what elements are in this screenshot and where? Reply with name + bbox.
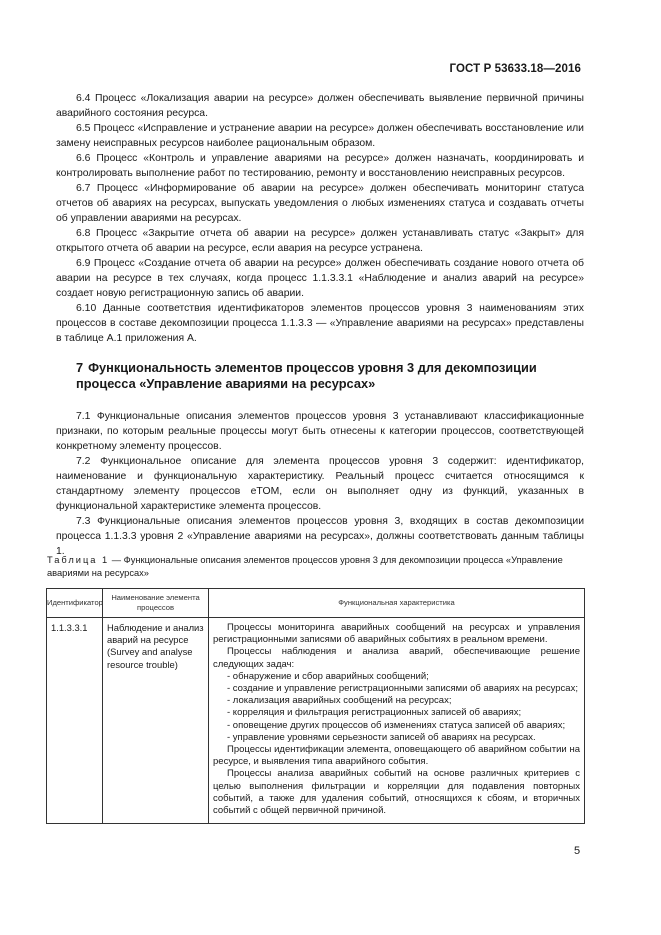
paragraph-6-5: 6.5 Процесс «Исправление и устранение аварии на ресурсе» должен обеспечивать восстановление или замену неисправных ресурсов наиболее рациональным образом. [56,123,584,149]
table-row [47,618,585,824]
paragraph-6-4: 6.4 Процесс «Локализация аварии на ресурсе» должен обеспечивать выявление первичной причины аварийного состояния ресурса. [56,93,584,119]
desc-item: - оповещение других процессов об изменениях статуса записей об авариях; [227,719,566,731]
table-caption-label: Таблица 1 [47,555,110,565]
document-header: ГОСТ Р 53633.18—2016 [449,63,581,75]
section-title-line1: Функциональность элементов процессов уровня 3 для декомпозиции [88,360,537,375]
paragraph-6-8: 6.8 Процесс «Закрытие отчета об аварии на ресурсе» должен устанавливать статус «Закрыт» для открытого отчета об аварии на ресурсе, если авария на ресурсе устранена. [56,228,584,254]
paragraph-7-2: 7.2 Функциональное описание для элемента процессов уровня 3 содержит: идентификатор, наименование и функциональную характеристику. Реальный процесс считается относящимся к стандартному элементу процессов eTOM, если он выполняет одну из функций, указанных в функциональной характеристике элемента процессов. [56,456,584,512]
desc-para-3: Процессы идентификации элемента, оповещающего об аварийном событии на ресурсе, и выявления типа аварийного события. [213,744,580,768]
table-header-row [47,589,585,618]
desc-item: - обнаружение и сбор аварийных сообщений; [227,670,429,682]
table-caption-text: — Функциональные описания элементов процессов уровня 3 для декомпозиции процесса «Управление авариями на ресурсах» [47,555,563,578]
desc-item: - создание и управление регистрационными записями об авариях на ресурсах; [227,683,578,695]
cell-name: Наблюдение и анализ аварий на ресурсе (Survey and analyse resource trouble) [103,618,209,824]
desc-item: - управление уровнями серьезности записей об авариях на ресурсах. [227,731,536,743]
desc-para-2: Процессы наблюдения и анализа аварий, обеспечивающие решение следующих задач: [213,646,580,670]
section-7-heading [56,360,584,392]
section-7-text [56,409,584,559]
paragraph-6-10: 6.10 Данные соответствия идентификаторов элементов процессов уровня 3 наименованиям этих процессов в составе декомпозиции процесса 1.1.3.3 — «Управление авариями на ресурсах» представлены в таблице А.1 приложения А. [56,303,584,344]
desc-item: - корреляция и фильтрация регистрационных записей об авариях; [227,707,522,719]
cell-desc [209,618,585,824]
functional-table [46,588,585,824]
section-6-text [56,91,584,346]
table-caption [47,554,585,580]
paragraph-7-1: 7.1 Функциональные описания элементов процессов уровня 3 устанавливают классификационные признаки, по которым реальные процессы могут быть отнесены к категории процессов, соответствующей конкретному элементу процессов. [56,411,584,452]
page-number: 5 [574,845,581,857]
desc-para-4: Процессы анализа аварийных событий на основе различных критериев с целью выполнения фильтрации и корреляции для подавления повторных событий, а также для удаления событий, относящихся к сбоям, и вторичных событий с общей первичной причиной. [213,768,580,817]
paragraph-6-7: 6.7 Процесс «Информирование об аварии на ресурсе» должен обеспечивать мониторинг статуса отчетов об авариях на ресурсах, выпускать уведомления о любых изменениях статуса и создавать отчеты об управлении авариями на ресурсах. [56,183,584,224]
section-number: 7 [76,360,84,375]
header-id: Идентификатор [47,589,103,618]
desc-item: - локализация аварийных сообщений на ресурсах; [227,695,452,707]
header-desc: Функциональная характеристика [209,589,585,618]
header-name: Наименование элемента процессов [103,589,209,618]
paragraph-7-3: 7.3 Функциональные описания элементов процессов уровня 3, входящих в состав декомпозиции процесса 1.1.3.3 уровня 2 «Управление авариями на ресурсах», должны соответствовать данным таблицы 1. [56,516,584,557]
desc-para-1: Процессы мониторинга аварийных сообщений на ресурсах и управления регистрационными записями об аварийных событиях в реальном времени. [213,622,580,646]
cell-id: 1.1.3.3.1 [47,618,103,824]
section-title-line2: процесса «Управление авариями на ресурсах» [76,376,376,391]
paragraph-6-6: 6.6 Процесс «Контроль и управление авариями на ресурсе» должен назначать, координировать и контролировать выполнение работ по тестированию, ремонту и восстановлению неисправных ресурсов. [56,153,584,179]
paragraph-6-9: 6.9 Процесс «Создание отчета об аварии на ресурсе» должен обеспечивать создание нового отчета об аварии на ресурсе в тех случаях, когда процесс 1.1.3.3.1 «Наблюдение и анализ аварий на ресурсе» создает новую регистрационную запись об аварии. [56,258,584,299]
